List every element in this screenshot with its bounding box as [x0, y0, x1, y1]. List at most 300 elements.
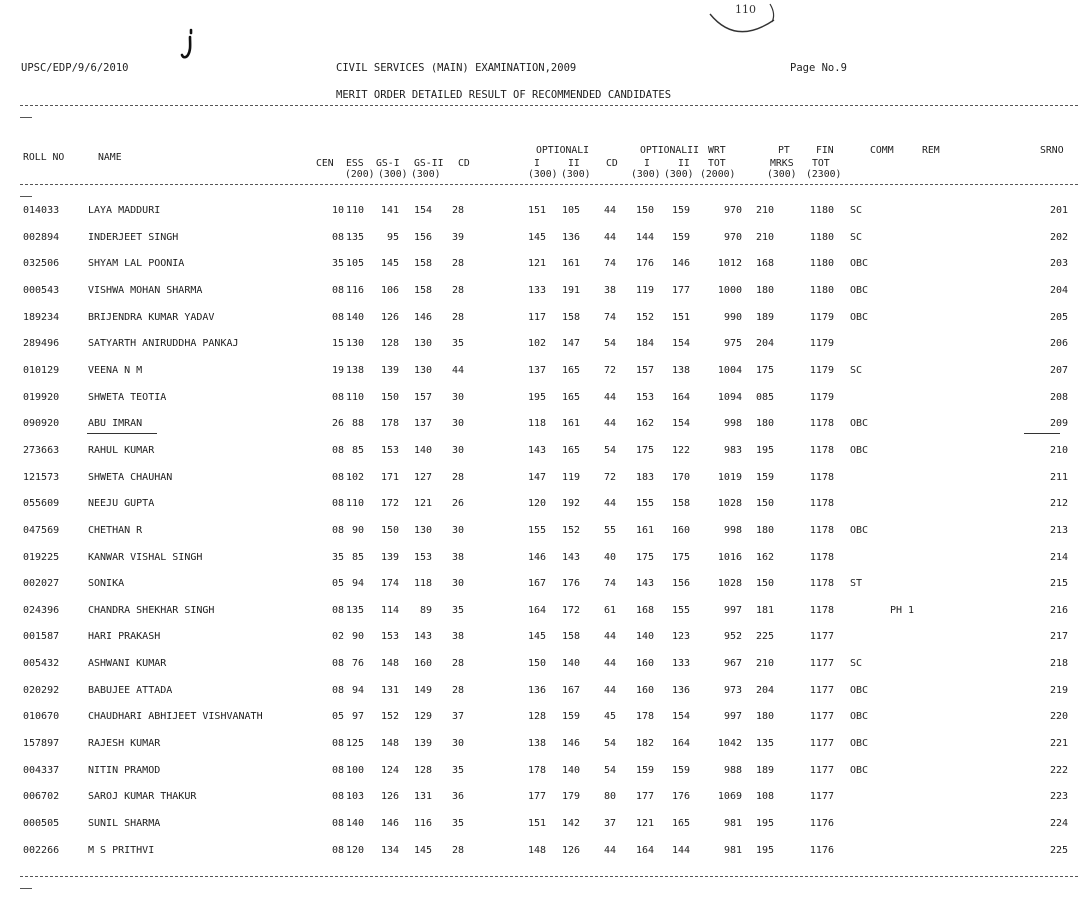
pt-marks: 210	[755, 658, 774, 669]
optional2-ii-score: 176	[671, 791, 690, 803]
optional2-ii-score: 158	[671, 498, 690, 510]
cd-score: 39	[451, 231, 464, 243]
serial-number: 216	[1049, 604, 1068, 616]
serial-number: 218	[1049, 658, 1068, 669]
pt-marks: 195	[755, 817, 774, 829]
community: OBC	[850, 764, 869, 776]
optional2-ii-score: 136	[671, 684, 690, 696]
roll-number: 019920	[23, 391, 60, 403]
pt-marks: 180	[755, 524, 774, 536]
written-total: 1019	[717, 471, 742, 483]
final-total: 1178	[809, 551, 834, 563]
optional1-cd-score: 72	[603, 364, 616, 376]
optional1-i-score: 146	[527, 551, 546, 563]
col-pt-line1: PT	[778, 145, 790, 156]
optional1-cd-score: 44	[603, 231, 616, 243]
gs1-score: 139	[380, 364, 399, 376]
roll-number: 010129	[23, 364, 60, 376]
final-total: 1176	[809, 844, 834, 856]
optional1-ii-score: 140	[561, 658, 580, 669]
cd-score: 30	[451, 578, 464, 590]
col-opt1-ii: II	[568, 158, 580, 169]
cd-score: 30	[451, 444, 464, 456]
candidate-name: BABUJEE ATTADA	[88, 684, 173, 696]
optional2-i-score: 176	[635, 258, 654, 270]
cd-score: 36	[451, 791, 464, 803]
optional2-ii-score: 123	[671, 631, 690, 643]
candidate-name: ASHWANI KUMAR	[88, 658, 167, 669]
col-max-gs2: (300)	[411, 169, 441, 180]
optional1-i-score: 136	[527, 684, 546, 696]
serial-number: 206	[1049, 338, 1068, 350]
gs2-score: 158	[413, 284, 432, 296]
table-row	[0, 365, 1080, 379]
essay-score: 76	[351, 658, 364, 669]
gs2-score: 160	[413, 658, 432, 669]
table-row	[0, 791, 1080, 805]
optional1-i-score: 150	[527, 658, 546, 669]
gs2-score: 129	[413, 711, 432, 723]
cen-score: 08	[331, 844, 344, 856]
cen-score: 08	[331, 284, 344, 296]
optional1-cd-score: 74	[603, 258, 616, 270]
candidate-name: NITIN PRAMOD	[88, 764, 161, 776]
written-total: 970	[723, 205, 742, 216]
roll-number: 000543	[23, 284, 60, 296]
optional1-cd-score: 54	[603, 764, 616, 776]
table-row	[0, 392, 1080, 406]
community: OBC	[850, 258, 869, 270]
gs1-score: 126	[380, 311, 399, 323]
cd-score: 28	[451, 311, 464, 323]
gs2-score: 89	[419, 604, 432, 616]
document-title: CIVIL SERVICES (MAIN) EXAMINATION,2009	[336, 62, 577, 74]
optional2-i-score: 182	[635, 738, 654, 749]
gs1-score: 126	[380, 791, 399, 803]
cen-score: 15	[331, 338, 344, 350]
cen-score: 05	[331, 578, 344, 590]
col-max-opt1-i: (300)	[528, 169, 558, 180]
col-fin-line1: FIN	[816, 145, 834, 156]
gs2-score: 149	[413, 684, 432, 696]
cd-score: 35	[451, 817, 464, 829]
community: OBC	[850, 444, 869, 456]
cen-score: 08	[331, 604, 344, 616]
gs2-score: 127	[413, 471, 432, 483]
pt-marks: 180	[755, 418, 774, 430]
optional2-ii-score: 155	[671, 604, 690, 616]
written-total: 1000	[717, 284, 742, 296]
serial-number: 225	[1049, 844, 1068, 856]
gs1-score: 150	[380, 391, 399, 403]
col-group-optional1: OPTIONALI	[536, 145, 590, 156]
written-total: 952	[723, 631, 742, 643]
essay-score: 97	[351, 711, 364, 723]
divider-top-stub	[20, 117, 32, 118]
optional2-ii-score: 138	[671, 364, 690, 376]
optional1-cd-score: 45	[603, 711, 616, 723]
optional1-cd-score: 61	[603, 604, 616, 616]
table-row	[0, 232, 1080, 246]
final-total: 1179	[809, 338, 834, 350]
cen-score: 08	[331, 498, 344, 510]
optional1-cd-score: 44	[603, 205, 616, 216]
cen-score: 08	[331, 311, 344, 323]
cd-score: 28	[451, 284, 464, 296]
cd-score: 35	[451, 604, 464, 616]
optional1-ii-score: 105	[561, 205, 580, 216]
table-row	[0, 445, 1080, 459]
gs1-score: 178	[380, 418, 399, 430]
essay-score: 135	[345, 231, 364, 243]
optional1-i-score: 137	[527, 364, 546, 376]
candidate-name: SONIKA	[88, 578, 125, 590]
roll-number: 157897	[23, 738, 60, 749]
optional2-ii-score: 133	[671, 658, 690, 669]
written-total: 1069	[717, 791, 742, 803]
cen-score: 08	[331, 738, 344, 749]
serial-number: 221	[1049, 738, 1068, 749]
roll-number: 010670	[23, 711, 60, 723]
community: OBC	[850, 524, 869, 536]
candidate-name: VEENA N M	[88, 364, 143, 376]
written-total: 973	[723, 684, 742, 696]
optional1-i-score: 147	[527, 471, 546, 483]
cd-score: 28	[451, 844, 464, 856]
written-total: 981	[723, 844, 742, 856]
col-gs1: GS-I	[376, 158, 400, 169]
serial-number: 202	[1049, 231, 1068, 243]
optional2-ii-score: 165	[671, 817, 690, 829]
gs1-score: 106	[380, 284, 399, 296]
cen-score: 08	[331, 764, 344, 776]
optional1-cd-score: 74	[603, 578, 616, 590]
serial-number: 222	[1049, 764, 1068, 776]
col-opt2-ii: II	[678, 158, 690, 169]
final-total: 1177	[809, 711, 834, 723]
optional2-ii-score: 175	[671, 551, 690, 563]
cd-score: 28	[451, 658, 464, 669]
optional1-ii-score: 158	[561, 311, 580, 323]
cd-score: 26	[451, 498, 464, 510]
essay-score: 103	[345, 791, 364, 803]
roll-number: 055609	[23, 498, 60, 510]
table-row	[0, 605, 1080, 619]
serial-number: 212	[1049, 498, 1068, 510]
community: SC	[850, 364, 863, 376]
gs2-score: 130	[413, 364, 432, 376]
gs2-score: 140	[413, 444, 432, 456]
community: OBC	[850, 418, 869, 430]
final-total: 1178	[809, 604, 834, 616]
divider-bottom	[20, 876, 1078, 877]
optional2-i-score: 119	[635, 284, 654, 296]
final-total: 1177	[809, 764, 834, 776]
table-row	[0, 818, 1080, 832]
optional2-i-score: 175	[635, 551, 654, 563]
optional2-i-score: 155	[635, 498, 654, 510]
community: OBC	[850, 311, 869, 323]
optional1-i-score: 177	[527, 791, 546, 803]
table-row	[0, 845, 1080, 859]
optional1-i-score: 195	[527, 391, 546, 403]
table-row	[0, 498, 1080, 512]
final-total: 1178	[809, 444, 834, 456]
gs2-score: 116	[413, 817, 432, 829]
serial-number: 207	[1049, 364, 1068, 376]
optional1-cd-score: 55	[603, 524, 616, 536]
col-max-opt2-ii: (300)	[664, 169, 694, 180]
pt-marks: 180	[755, 284, 774, 296]
pt-marks: 150	[755, 578, 774, 590]
optional2-i-score: 159	[635, 764, 654, 776]
gs2-score: 128	[413, 764, 432, 776]
optional1-i-score: 145	[527, 631, 546, 643]
cd-score: 30	[451, 738, 464, 749]
candidate-name: SAROJ KUMAR THAKUR	[88, 791, 197, 803]
col-max-ess: (200)	[345, 169, 375, 180]
optional2-i-score: 160	[635, 658, 654, 669]
table-row	[0, 631, 1080, 645]
final-total: 1176	[809, 817, 834, 829]
table-row	[0, 552, 1080, 566]
cen-score: 19	[331, 364, 344, 376]
gs1-score: 148	[380, 658, 399, 669]
cen-score: 35	[331, 258, 344, 270]
col-rem: REM	[922, 145, 940, 156]
written-total: 997	[723, 604, 742, 616]
written-total: 1042	[717, 738, 742, 749]
optional1-ii-score: 172	[561, 604, 580, 616]
serial-number: 210	[1049, 444, 1068, 456]
col-wrt-line2: TOT	[708, 158, 726, 169]
optional2-ii-score: 159	[671, 764, 690, 776]
optional1-i-score: 145	[527, 231, 546, 243]
optional2-i-score: 143	[635, 578, 654, 590]
gs1-score: 153	[380, 444, 399, 456]
gs1-score: 148	[380, 738, 399, 749]
gs1-score: 114	[380, 604, 399, 616]
optional2-i-score: 144	[635, 231, 654, 243]
written-total: 990	[723, 311, 742, 323]
final-total: 1180	[809, 284, 834, 296]
col-pt-line2: MRKS	[770, 158, 794, 169]
essay-score: 94	[351, 684, 364, 696]
optional1-cd-score: 44	[603, 684, 616, 696]
roll-number: 090920	[23, 418, 60, 430]
optional1-cd-score: 54	[603, 444, 616, 456]
pt-marks: 195	[755, 844, 774, 856]
final-total: 1178	[809, 578, 834, 590]
optional2-i-score: 177	[635, 791, 654, 803]
gs1-score: 171	[380, 471, 399, 483]
optional2-ii-score: 156	[671, 578, 690, 590]
col-max-pt: (300)	[767, 169, 797, 180]
roll-number: 019225	[23, 551, 60, 563]
optional1-ii-score: 146	[561, 738, 580, 749]
gs2-score: 131	[413, 791, 432, 803]
gs2-score: 143	[413, 631, 432, 643]
written-total: 981	[723, 817, 742, 829]
optional1-i-score: 151	[527, 205, 546, 216]
serial-number: 223	[1049, 791, 1068, 803]
cen-score: 08	[331, 471, 344, 483]
handwritten-underline-name	[87, 433, 157, 434]
gs2-score: 121	[413, 498, 432, 510]
optional2-i-score: 157	[635, 364, 654, 376]
serial-number: 213	[1049, 524, 1068, 536]
essay-score: 135	[345, 604, 364, 616]
gs2-score: 146	[413, 311, 432, 323]
table-row	[0, 205, 1080, 219]
roll-number: 000505	[23, 817, 60, 829]
essay-score: 125	[345, 738, 364, 749]
written-total: 997	[723, 711, 742, 723]
optional1-ii-score: 158	[561, 631, 580, 643]
divider-bottom-stub	[20, 888, 32, 889]
candidate-name: VISHWA MOHAN SHARMA	[88, 284, 203, 296]
serial-number: 224	[1049, 817, 1068, 829]
gs2-score: 137	[413, 418, 432, 430]
optional2-i-score: 140	[635, 631, 654, 643]
gs2-score: 118	[413, 578, 432, 590]
serial-number: 211	[1049, 471, 1068, 483]
table-row	[0, 738, 1080, 752]
essay-score: 140	[345, 311, 364, 323]
cd-score: 28	[451, 258, 464, 270]
essay-score: 90	[351, 524, 364, 536]
roll-number: 002894	[23, 231, 60, 243]
cd-score: 38	[451, 631, 464, 643]
candidate-name: RAJESH KUMAR	[88, 738, 161, 749]
community: OBC	[850, 684, 869, 696]
optional1-cd-score: 38	[603, 284, 616, 296]
gs2-score: 130	[413, 338, 432, 350]
optional1-cd-score: 72	[603, 471, 616, 483]
col-wrt-line1: WRT	[708, 145, 726, 156]
essay-score: 110	[345, 391, 364, 403]
optional2-ii-score: 160	[671, 524, 690, 536]
optional1-ii-score: 152	[561, 524, 580, 536]
candidate-name: M S PRITHVI	[88, 844, 155, 856]
pt-marks: 150	[755, 498, 774, 510]
candidate-name: SATYARTH ANIRUDDHA PANKAJ	[88, 338, 239, 350]
optional1-ii-score: 161	[561, 258, 580, 270]
table-row	[0, 472, 1080, 486]
cen-score: 10	[331, 205, 344, 216]
optional2-ii-score: 159	[671, 231, 690, 243]
written-total: 998	[723, 524, 742, 536]
cen-score: 08	[331, 391, 344, 403]
gs2-score: 156	[413, 231, 432, 243]
col-roll: ROLL NO	[23, 152, 65, 163]
optional2-i-score: 175	[635, 444, 654, 456]
essay-score: 105	[345, 258, 364, 270]
optional1-i-score: 121	[527, 258, 546, 270]
optional2-i-score: 178	[635, 711, 654, 723]
cen-score: 26	[331, 418, 344, 430]
optional2-i-score: 152	[635, 311, 654, 323]
cd-score: 28	[451, 684, 464, 696]
page-number: Page No.9	[790, 62, 847, 74]
cen-score: 08	[331, 524, 344, 536]
table-row	[0, 765, 1080, 779]
divider-header-stub	[20, 196, 32, 197]
col-group-optional2: OPTIONALII	[640, 145, 699, 156]
final-total: 1180	[809, 231, 834, 243]
written-total: 1094	[717, 391, 742, 403]
optional2-i-score: 121	[635, 817, 654, 829]
cen-score: 08	[331, 658, 344, 669]
candidate-name: CHAUDHARI ABHIJEET VISHVANATH	[88, 711, 263, 723]
optional1-i-score: 133	[527, 284, 546, 296]
table-row	[0, 711, 1080, 725]
gs1-score: 124	[380, 764, 399, 776]
community: OBC	[850, 284, 869, 296]
optional1-cd-score: 40	[603, 551, 616, 563]
serial-number: 217	[1049, 631, 1068, 643]
optional1-ii-score: 176	[561, 578, 580, 590]
essay-score: 94	[351, 578, 364, 590]
optional2-i-score: 168	[635, 604, 654, 616]
candidate-name: BRIJENDRA KUMAR YADAV	[88, 311, 215, 323]
optional1-i-score: 164	[527, 604, 546, 616]
gs1-score: 146	[380, 817, 399, 829]
optional1-i-score: 128	[527, 711, 546, 723]
optional2-ii-score: 177	[671, 284, 690, 296]
optional1-ii-score: 140	[561, 764, 580, 776]
candidate-name: SUNIL SHARMA	[88, 817, 161, 829]
cd-score: 37	[451, 711, 464, 723]
written-total: 970	[723, 231, 742, 243]
gs2-score: 130	[413, 524, 432, 536]
optional1-ii-score: 179	[561, 791, 580, 803]
optional2-i-score: 164	[635, 844, 654, 856]
optional1-cd-score: 44	[603, 658, 616, 669]
col-fin-line2: TOT	[812, 158, 830, 169]
essay-score: 85	[351, 444, 364, 456]
col-ess: ESS	[346, 158, 364, 169]
community: SC	[850, 205, 863, 216]
candidate-name: ABU IMRAN	[88, 418, 143, 430]
pt-marks: 181	[755, 604, 774, 616]
written-total: 1012	[717, 258, 742, 270]
candidate-name: HARI PRAKASH	[88, 631, 161, 643]
pt-marks: 189	[755, 311, 774, 323]
essay-score: 110	[345, 205, 364, 216]
col-srno: SRNO	[1040, 145, 1064, 156]
essay-score: 88	[351, 418, 364, 430]
cen-score: 08	[331, 817, 344, 829]
candidate-name: CHANDRA SHEKHAR SINGH	[88, 604, 215, 616]
pt-marks: 210	[755, 231, 774, 243]
optional1-ii-score: 159	[561, 711, 580, 723]
written-total: 1028	[717, 578, 742, 590]
optional1-cd-score: 44	[603, 391, 616, 403]
optional1-cd-score: 44	[603, 631, 616, 643]
cd-score: 44	[451, 364, 464, 376]
pt-marks: 135	[755, 738, 774, 749]
pt-marks: 189	[755, 764, 774, 776]
final-total: 1178	[809, 418, 834, 430]
written-total: 988	[723, 764, 742, 776]
gs2-score: 154	[413, 205, 432, 216]
col-opt2-i: I	[644, 158, 650, 169]
gs1-score: 153	[380, 631, 399, 643]
roll-number: 289496	[23, 338, 60, 350]
candidate-name: SHWETA CHAUHAN	[88, 471, 173, 483]
optional1-ii-score: 191	[561, 284, 580, 296]
